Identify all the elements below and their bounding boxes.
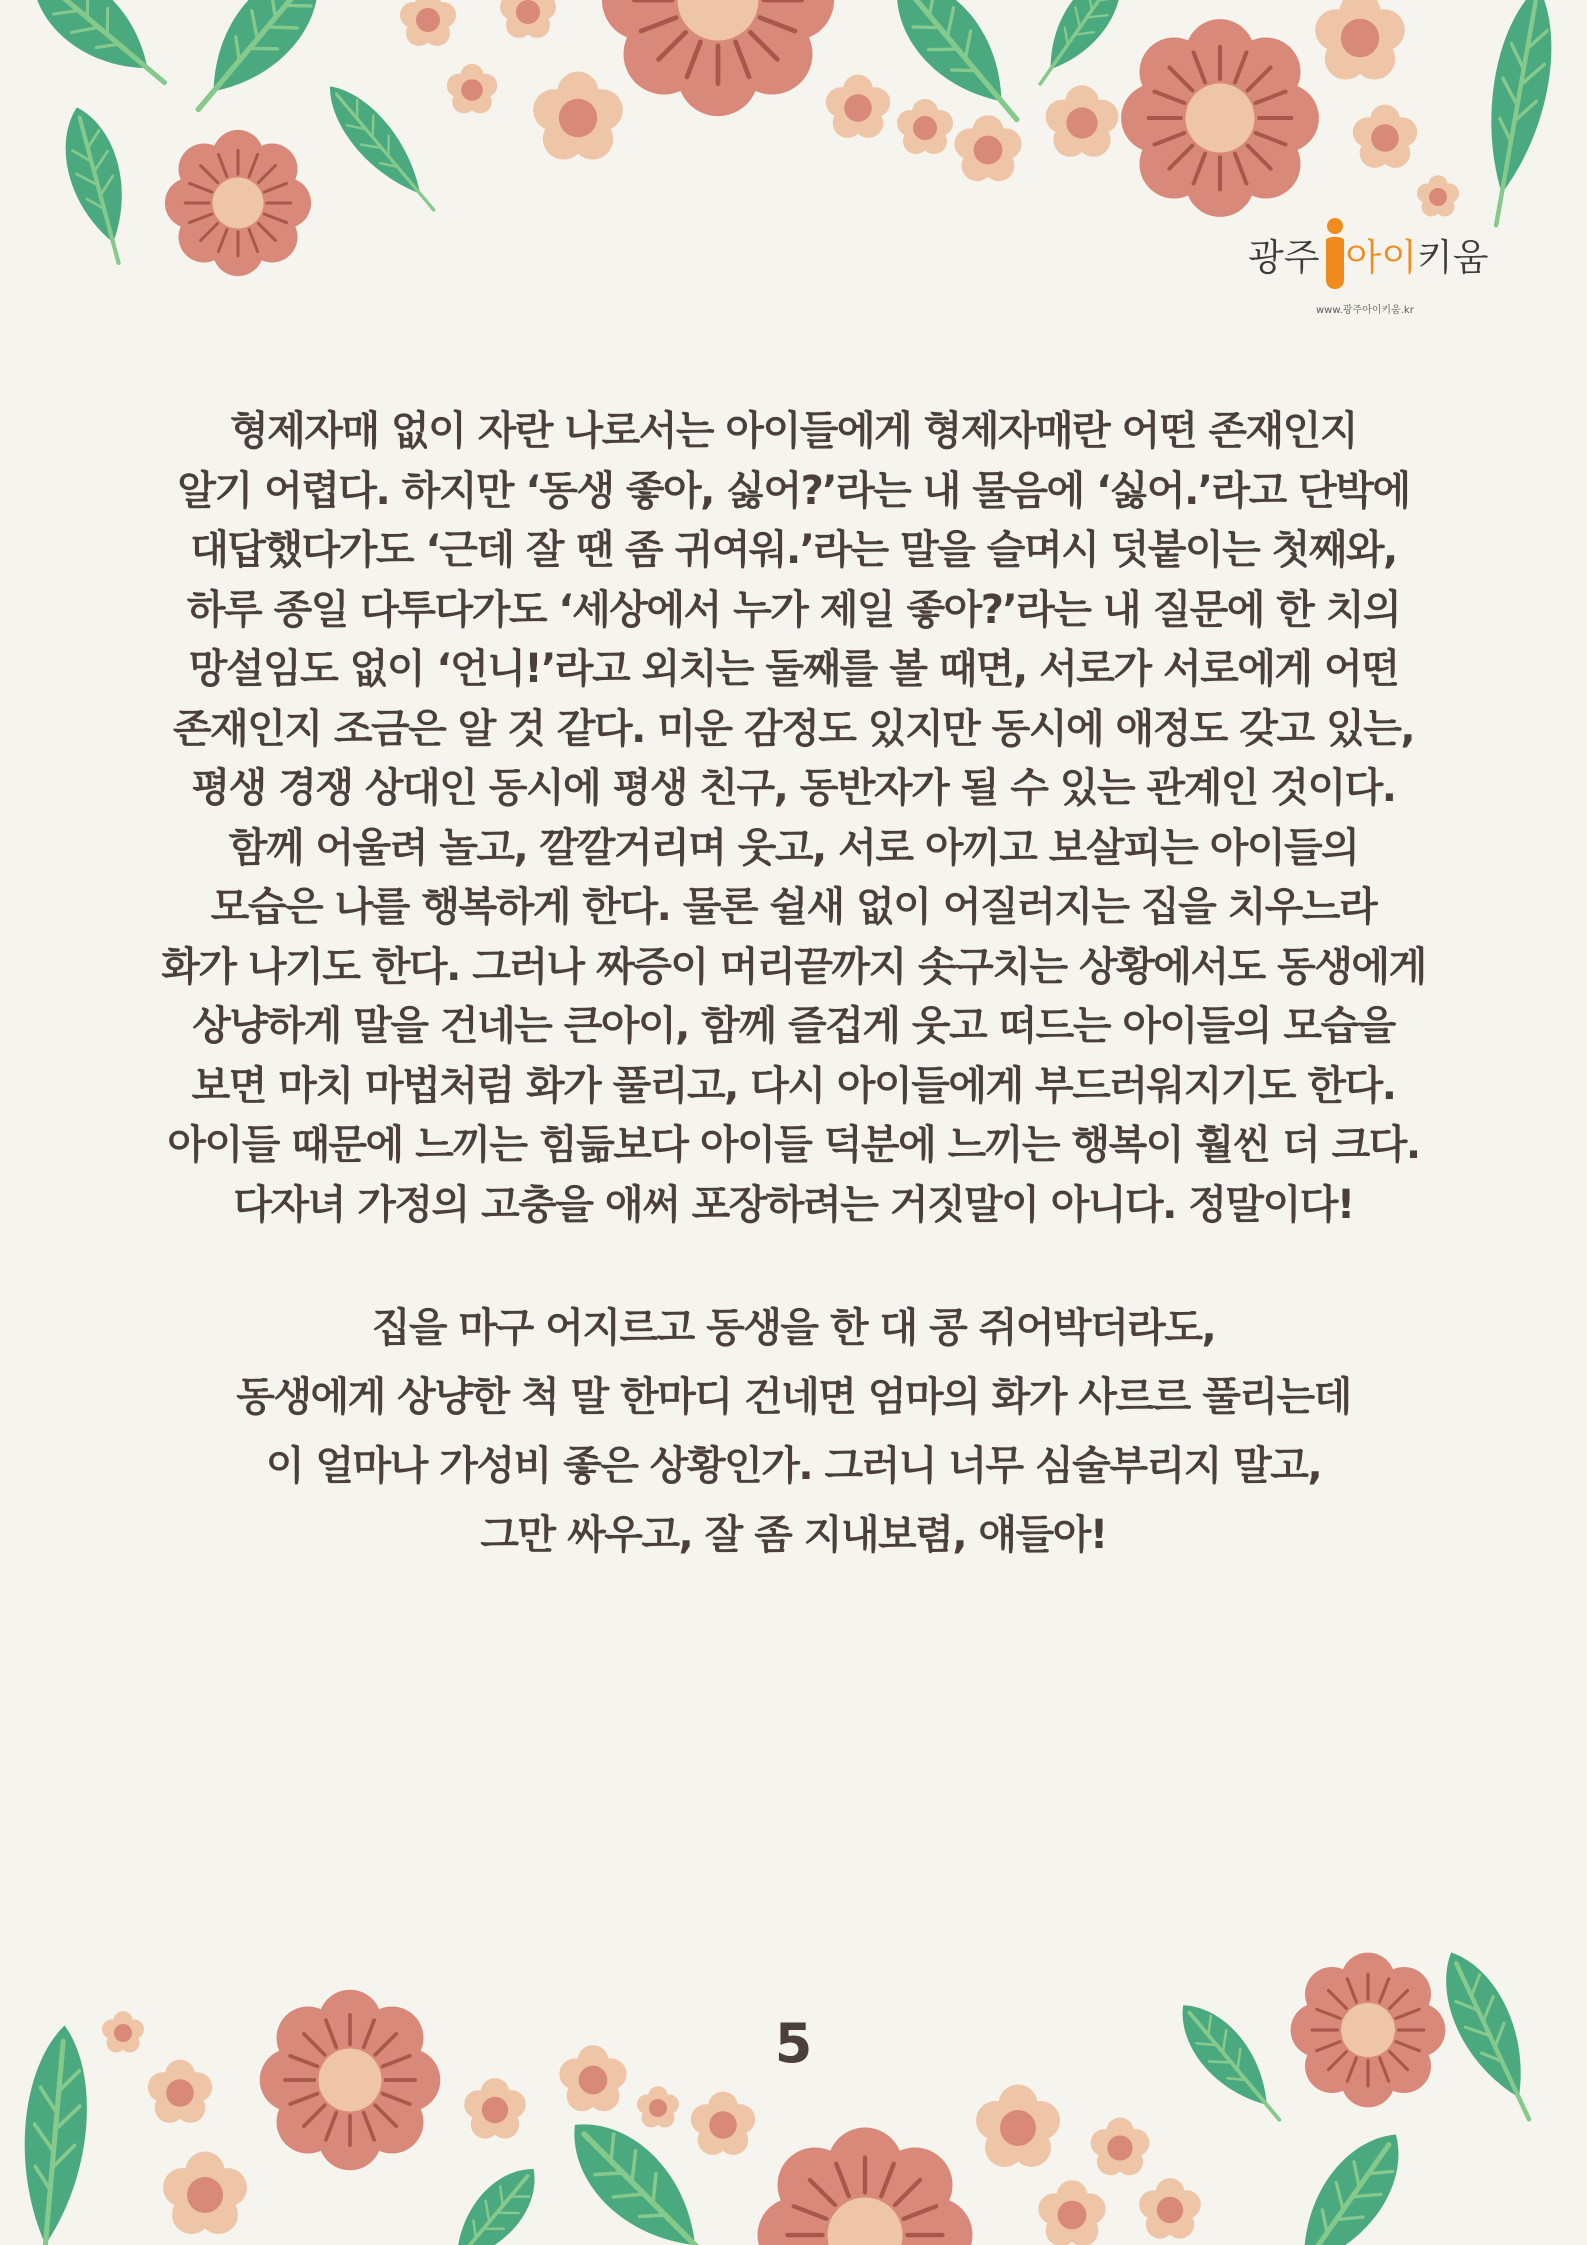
paragraph-2 [60,1303,1527,1560]
text-line: 대답했다가도 ‘근데 잘 땐 좀 귀여워.’라는 말을 슬며시 덧붙이는 첫째와, [190,527,1397,573]
text-line: 하루 종일 다투다가도 ‘세상에서 누가 제일 좋아?’라는 내 질문에 한 치의 [186,586,1401,633]
text-line: 화가 나기도 한다. 그러나 짜증이 머리끝까지 솟구치는 상황에서도 동생에게 [161,943,1426,990]
text-line: 집을 마구 어지르고 동생을 한 대 콩 쥐어박더라도, [371,1304,1216,1351]
text-line: 아이들 때문에 느끼는 힘듦보다 아이들 덕분에 느끼는 행복이 훨씬 더 크다. [167,1122,1420,1168]
text-line: 모습은 나를 행복하게 한다. 물론 쉴새 없이 어질러지는 집을 치우느라 [210,884,1377,930]
text-line: 평생 경쟁 상대인 동시에 평생 친구, 동반자가 될 수 있는 관계인 것이다. [191,765,1396,811]
text-line: 알기 어렵다. 하지만 ‘동생 좋아, 싫어?’라는 내 물음에 ‘싫어.’라고 단박에 [177,467,1410,514]
logo-wordmark [1248,236,1488,280]
logo-url: www.광주아이키움.kr [1316,305,1414,316]
logo-text-gwangju: 광주 [1248,236,1320,279]
text-line: 망설임도 없이 ‘언니!’라고 외치는 둘째를 볼 때면, 서로가 서로에게 어떤 [188,646,1399,692]
text-line: 다자녀 가정의 고충을 애써 포장하려는 거짓말이 아니다. 정말이다! [233,1181,1354,1228]
floral-bottom-decoration [0,1930,1587,2245]
text-line: 상냥하게 말을 건네는 큰아이, 함께 즐겁게 웃고 떠드는 아이들의 모습을 [192,1003,1395,1049]
paragraph-1 [60,406,1527,1230]
text-line: 이 얼마나 가성비 좋은 상황인가. 그러니 너무 심술부리지 말고, [265,1442,1322,1489]
text-line: 존재인지 조금은 알 것 같다. 미운 감정도 있지만 동시에 애정도 갖고 있는, [172,705,1415,752]
text-line: 동생에게 상냥한 척 말 한마디 건네면 엄마의 화가 사르르 풀리는데 [236,1373,1351,1420]
brand-logo [1248,218,1498,318]
essay-body [60,406,1527,1579]
text-line: 그만 싸우고, 잘 좀 지내보렴, 얘들아! [480,1511,1107,1558]
text-line: 보면 마치 마법처럼 화가 풀리고, 다시 아이들에게 부드러워지기도 한다. [191,1062,1396,1109]
logo-text-ai: 아이 [1345,236,1417,279]
page-number: 5 [774,2012,813,2075]
logo-text-kium: 키움 [1416,236,1489,279]
text-line: 함께 어울려 놀고, 깔깔거리며 웃고, 서로 아끼고 보살피는 아이들의 [228,824,1359,871]
text-line: 형제자매 없이 자란 나로서는 아이들에게 형제자매란 어떤 존재인지 [230,408,1357,454]
